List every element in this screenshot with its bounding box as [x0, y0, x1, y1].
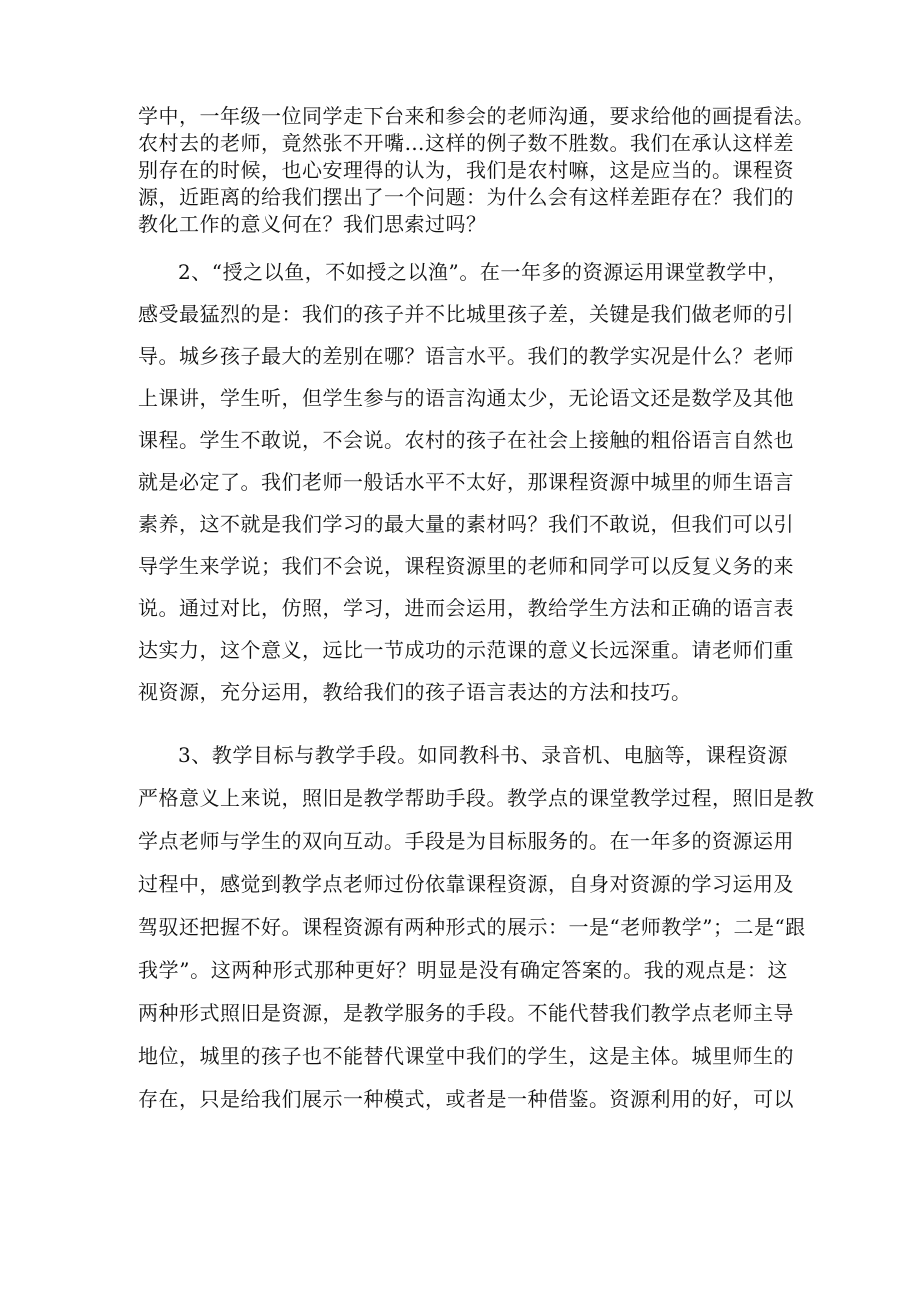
paragraph-1-line-5: 教化工作的意义何在？我们思索过吗？ [138, 212, 487, 236]
paragraph-2-line-5: 课程。学生不敢说，不会说。农村的孩子在社会上接触的粗俗语言自然也 [138, 428, 794, 452]
paragraph-3-line-1: 3、教学目标与教学手段。如同教科书、录音机、电脑等，课程资源 [178, 743, 788, 767]
paragraph-2-line-8: 导学生来学说；我们不会说，课程资源里的老师和同学可以反复义务的来 [138, 554, 794, 578]
paragraph-2-line-10: 达实力，这个意义，远比一节成功的示范课的意义长远深重。请老师们重 [138, 638, 794, 662]
paragraph-2-line-7: 素养，这不就是我们学习的最大量的素材吗？我们不敢说，但我们可以引 [138, 512, 794, 536]
paragraph-3-line-8: 地位，城里的孩子也不能替代课堂中我们的学生，这是主体。城里师生的 [138, 1044, 794, 1068]
paragraph-2-line-11: 视资源，充分运用，教给我们的孩子语言表达的方法和技巧。 [138, 680, 692, 704]
paragraph-3-line-9: 存在，只是给我们展示一种模式，或者是一种借鉴。资源利用的好，可以 [138, 1087, 794, 1111]
paragraph-1-line-2: 农村去的老师，竟然张不开嘴…这样的例子数不胜数。我们在承认这样差 [138, 131, 794, 155]
paragraph-2-line-4: 上课讲，学生听，但学生参与的语言沟通太少，无论语文还是数学及其他 [138, 386, 794, 410]
paragraph-2-line-3: 导。城乡孩子最大的差别在哪？语言水平。我们的教学实况是什么？老师 [138, 344, 794, 368]
paragraph-3-line-2: 严格意义上来说，照旧是教学帮助手段。教学点的课堂教学过程，照旧是教 [138, 786, 815, 810]
paragraph-3-line-5: 驾驭还把握不好。课程资源有两种形式的展示：一是“老师教学”；二是“跟 [138, 915, 806, 939]
paragraph-2-line-6: 就是必定了。我们老师一般话水平不太好，那课程资源中城里的师生语言 [138, 470, 794, 494]
paragraph-3-line-7: 两种形式照旧是资源，是教学服务的手段。不能代替我们教学点老师主导 [138, 1001, 794, 1025]
paragraph-3-line-6: 我学”。这两种形式那种更好？明显是没有确定答案的。我的观点是：这 [138, 958, 788, 982]
paragraph-3-line-3: 学点老师与学生的双向互动。手段是为目标服务的。在一年多的资源运用 [138, 829, 794, 853]
paragraph-3-line-4: 过程中，感觉到教学点老师过份依靠课程资源，自身对资源的学习运用及 [138, 872, 794, 896]
paragraph-2-line-2: 感受最猛烈的是：我们的孩子并不比城里孩子差，关键是我们做老师的引 [138, 302, 794, 326]
paragraph-2-line-1: 2、“授之以鱼，不如授之以渔”。在一年多的资源运用课堂教学中， [178, 260, 788, 284]
paragraph-2-line-9: 说。通过对比，仿照，学习，进而会运用，教给学生方法和正确的语言表 [138, 596, 794, 620]
paragraph-1-line-4: 源，近距离的给我们摆出了一个问题：为什么会有这样差距存在？我们的 [138, 185, 794, 209]
paragraph-1-line-1: 学中，一年级一位同学走下台来和参会的老师沟通，要求给他的画提看法。 [138, 104, 815, 128]
paragraph-1-line-3: 别存在的时候，也心安理得的认为，我们是农村嘛，这是应当的。课程资 [138, 158, 794, 182]
